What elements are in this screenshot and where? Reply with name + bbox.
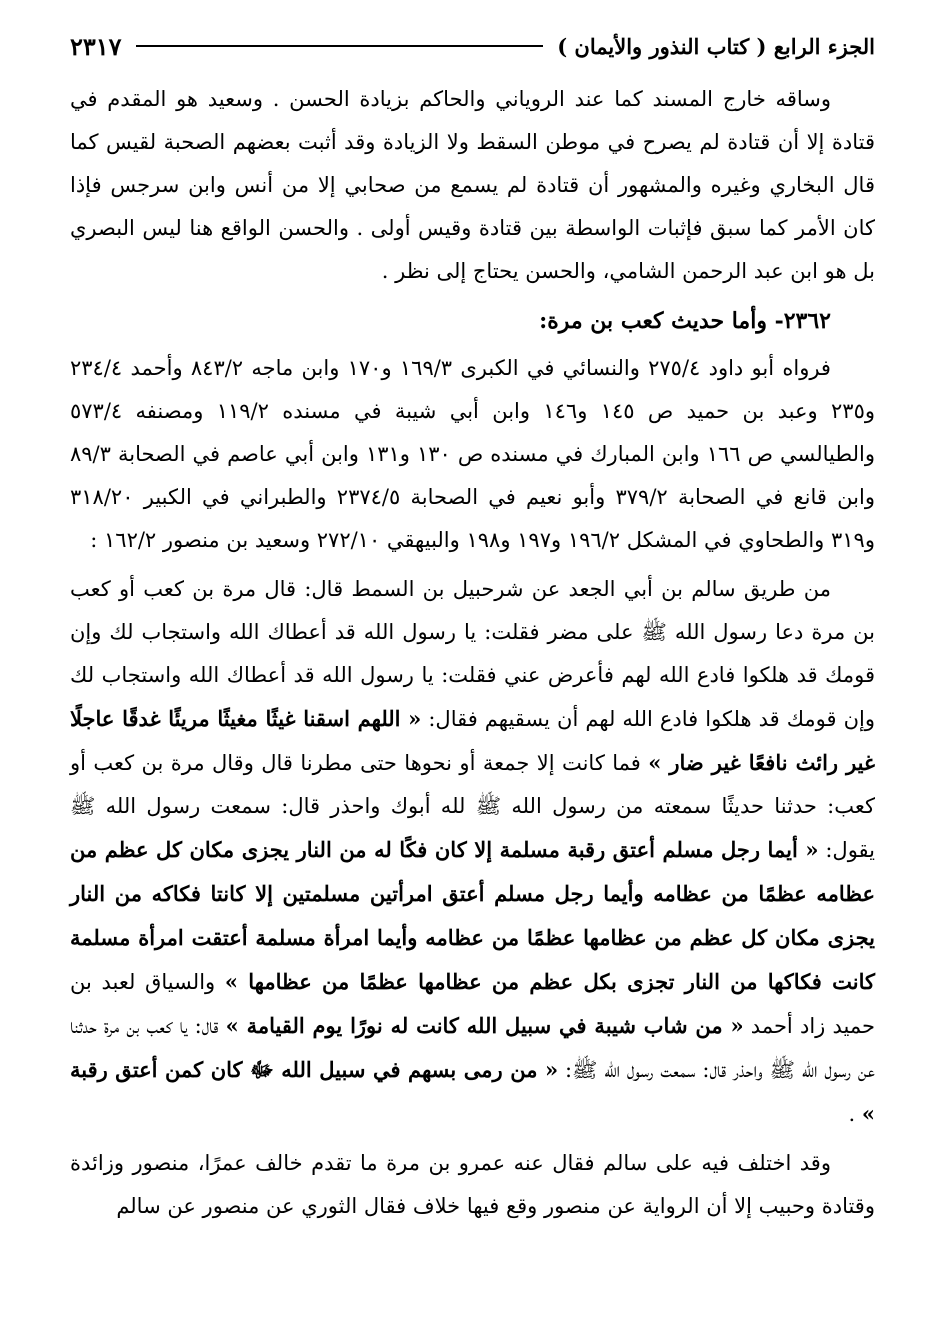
paragraph-sources: فرواه أبو داود ٢٧٥/٤ والنسائي في الكبرى ١٦٩/٣ و١٧٠ وابن ماجه ٨٤٣/٢ وأحمد ٢٣٤/٤ و٢٣٥ وعبد بن حميد ص ١٤٥ و١٤٦ وابن أبي شيبة في مسنده ١١٩/٢ ومصنفه ٥٧٣/٤ والطيالسي ص ١٦٦ وابن المبارك في مسنده ص ١٣٠ و١٣١ وابن أبي عاصم في الصحابة ٨٩/٣ وابن قانع في الصحابة ٣٧٩/٢ وأبو نعيم في الصحابة ٢٣٧٤/٥ والطبراني في الكبير ٣١٨/٢٠ و٣١٩ والطحاوي في المشكل ١٩٦/٢ و١٩٧ و١٩٨ والبيهقي ٢٧٢/١٠ وسعيد بن منصور ١٦٢/٢ : — [70, 356, 876, 552]
paragraph-hadith — [70, 568, 875, 1136]
hadith-quote-grey-hair: « من شاب شيبة في سبيل الله كانت له نورًا يوم القيامة » — [225, 1013, 744, 1038]
running-header — [70, 26, 875, 66]
hadith-text-3: والسياق لعبد بن حميد زاد أحمد — [70, 970, 875, 1038]
paragraph-1: وساقه خارج المسند كما عند الروياني والحاكم بزيادة الحسن . وسعيد هو المقدم في قتادة إلا أن قتادة لم يصرح في موطن السقط ولا الزيادة وقد أثبت بعضهم الصحبة لقيس كما قال البخاري وغيره والمشهور أن قتادة لم يسمع من صحابي إلا من أنس وابن سرجس فإذا كان الأمر كما سبق فإثبات الواسطة بين قتادة وقيس أولى . والحسن الواقع هنا ليس البصري بل هو ابن عبد الرحمن الشامي، والحسن يحتاج إلى نظر . — [70, 87, 875, 283]
hadith-quote-arrow: « من رمى بسهم في سبيل الله ﷻ كان كمن أعتق رقبة » — [70, 1057, 875, 1126]
header-title: الجزء الرابع ( كتاب النذور والأيمان ) — [557, 33, 875, 59]
hadith-quote-rain-prayer: « اللهم اسقنا غيثًا مغيثًا مريئًا غدقًا عاجلًا غير رائث نافعًا غير ضار » — [70, 706, 875, 775]
section-heading: ٢٣٦٢- وأما حديث كعب بن مرة: — [539, 308, 831, 334]
page-body — [70, 78, 875, 1234]
page-number: ٢٣١٧ — [70, 31, 122, 61]
header-rule — [136, 45, 544, 47]
hadith-quote-freeing-slave: « أيما رجل مسلم أعتق رقبة مسلمة إلا كان فكًا له من النار يجزى مكان كل عظم من عظامه عظمًا من عظامه وأيما رجل مسلم أعتق امرأتين مسلمتين إلا كانتا فكاكه من النار يجزى مكان كل عظم من عظامها عظمًا من عظامه وأيما امرأة مسلمة أعتقت امرأة مسلمة كانت فكاكها من النار تجزى بكل عظم من عظامها عظمًا من عظامها » — [70, 837, 875, 994]
hadith-text-1: من طريق سالم بن أبي الجعد عن شرحبيل بن السمط قال: قال مرة بن كعب أو كعب بن مرة دعا رسول الله ﷺ على مضر فقلت: يا رسول الله قد أعطاك الله واستجاب لك وإن قومك قد هلكوا فادع الله لهم فأعرض عني فقلت: يا رسول الله قد أعطاك الله واستجاب لك وإن قومك قد هلكوا فادع الله لهم أن يسقيهم فقال: — [70, 577, 875, 731]
paragraph-disagreement: وقد اختلف فيه على سالم فقال عنه عمرو بن مرة ما تقدم خالف عمرًا، منصور وزائدة وقتادة وحبيب إلا أن الرواية عن منصور وقع فيها خلاف فقال الثوري عن منصور عن سالم — [70, 1151, 875, 1218]
hadith-text-end: . — [848, 1102, 862, 1126]
hadith-text-4: قال: يا كعب بن مرة حدثنا عن رسول الله ﷺ واحذر قال: سمعت رسول الله ﷺ: — [70, 1014, 875, 1082]
hadith-text-2: فما كانت إلا جمعة أو نحوها حتى مطرنا قال وقال مرة بن كعب أو كعب: حدثنا حديثًا سمعته من رسول الله ﷺ لله أبوك واحذر قال: سمعت رسول الله ﷺ يقول: — [70, 751, 876, 862]
